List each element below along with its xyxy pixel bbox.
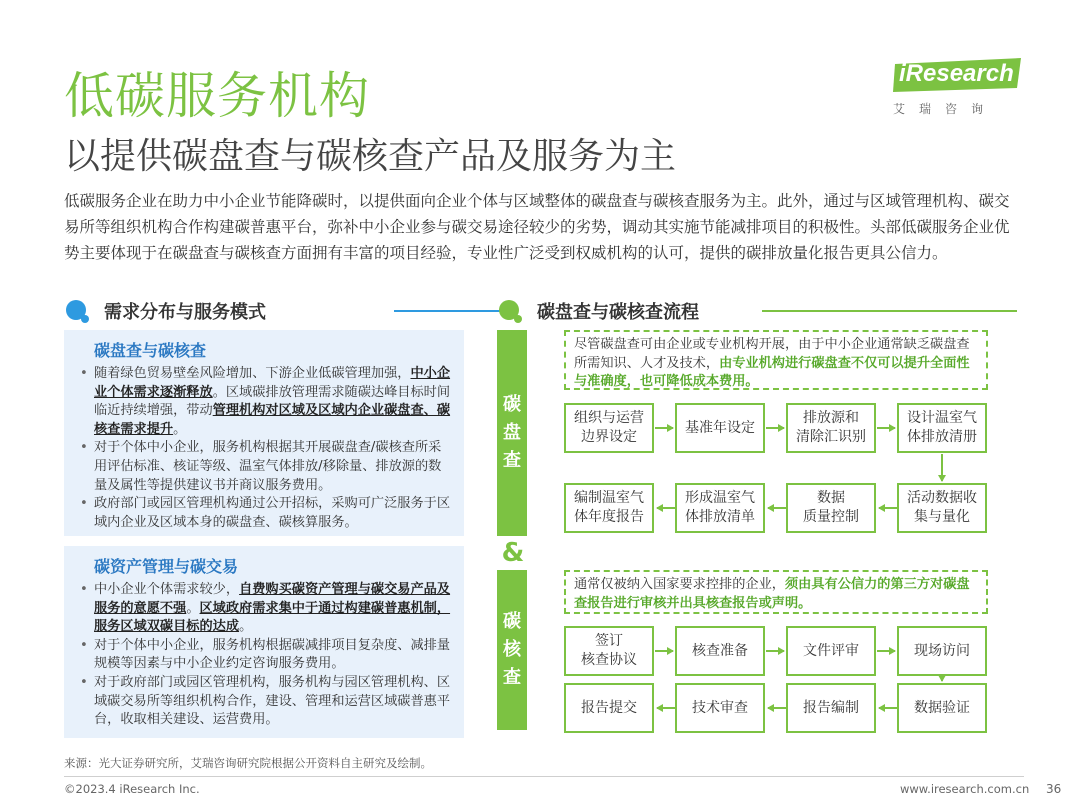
- step-label: 组织与运营: [574, 410, 644, 426]
- step-emission-list: [675, 483, 765, 533]
- bullet-text: 。: [186, 600, 200, 616]
- bullet-text: 。: [173, 421, 187, 437]
- step-report-compile: [786, 683, 876, 733]
- step-label: 体年度报告: [574, 509, 644, 525]
- list-item: • 对于政府部门或园区管理机构，服务机构与园区管理机构、区域碳交易所等组织机构合作，建设、管理和运营区域碳普惠平台，收取相关建设、运营费用。: [76, 674, 454, 730]
- step-label: 核查准备: [692, 642, 748, 659]
- step-label: 报告编制: [803, 699, 859, 716]
- page-title: 低碳服务机构: [64, 67, 370, 125]
- panel-title-carbon-asset: 碳资产管理与碳交易: [94, 557, 239, 576]
- step-verify-prepare: [675, 626, 765, 676]
- list-item: • 对于个体中小企业，服务机构根据碳减排项目复杂度、减排量规模等因素与中小企业约定咨询服务费用。: [76, 637, 454, 674]
- footer-divider: [64, 776, 1024, 777]
- step-label: 基准年设定: [685, 419, 755, 436]
- bullet-highlight: 中小企业个体需求逐渐释放: [94, 366, 451, 400]
- note-text: 尽管碳盘查可由企业或专业机构开展，由于中小企业通常缺乏碳盘查所需知识、人才及技术，: [574, 337, 970, 371]
- section-header-demand: [64, 296, 464, 324]
- step-technical-review: [675, 683, 765, 733]
- step-label: 活动数据收: [907, 490, 977, 506]
- iresearch-logo: [893, 56, 1023, 120]
- side-bar-carbon-verify: [497, 570, 527, 730]
- step-activity-data: [897, 483, 987, 533]
- step-label: 数据: [817, 490, 845, 506]
- step-label: 文件评审: [803, 642, 859, 659]
- section-line-blue: [394, 310, 504, 312]
- blue-circle-icon: [64, 298, 90, 324]
- bullet-highlight: 区域政府需求集中于通过构建碳普惠机制，服务区域双碳目标的达成: [94, 600, 451, 635]
- section-title-demand: 需求分布与服务模式: [104, 302, 266, 323]
- side-bar-char: 查: [503, 667, 521, 688]
- step-sign-agreement: [564, 626, 654, 676]
- side-bar-carbon-audit: [497, 330, 527, 536]
- step-label: 报告提交: [581, 699, 637, 716]
- logo-text: iResearch: [899, 60, 1014, 87]
- page-number: 36: [1046, 782, 1062, 796]
- step-design-inventory: [897, 403, 987, 453]
- note-highlight: 须由具有公信力的第三方对碳盘查报告进行审核并出具核查报告或声明。: [574, 577, 970, 611]
- logo-subtext: 艾瑞咨询: [893, 102, 998, 116]
- list-item: [76, 365, 454, 439]
- panel-carbon-asset: [64, 546, 464, 738]
- step-label: 形成温室气: [685, 490, 755, 506]
- step-label: 设计温室气: [907, 410, 977, 426]
- step-label: 清除汇识别: [796, 429, 866, 445]
- step-label: 核查协议: [581, 652, 637, 668]
- side-bar-char: 盘: [503, 422, 521, 443]
- step-report-submit: [564, 683, 654, 733]
- list-item: • 对于个体中小企业，服务机构根据其开展碳盘查/碳核查所采用评估标准、核证等级、温室气体排放/移除量、排放源的数量及属性等提供建议书并商议服务费用。: [76, 439, 454, 495]
- bullet-text: 随着绿色贸易壁垒风险增加、下游企业低碳管理加强，: [94, 366, 411, 381]
- bullet-highlight: 自费购买碳资产管理与碳交易产品及服务的意愿不强: [94, 582, 451, 616]
- side-bar-char: 碳: [503, 611, 521, 632]
- bullet-highlight: 管理机构对区域及区域内企业碳盘查、碳核查需求提升: [94, 403, 451, 437]
- note-carbon-verify: [564, 570, 988, 614]
- note-text: 通常仅被纳入国家要求控排的企业，: [574, 577, 785, 592]
- side-bar-char: 碳: [503, 394, 521, 415]
- step-label: 集与量化: [914, 509, 970, 525]
- side-bar-char: 查: [503, 450, 521, 471]
- bullet-text: 。区域碳排放管理需求随碳达峰目标时间临近持续增强，带动: [94, 384, 451, 419]
- footer-copyright: ©2023.4 iResearch Inc.: [64, 782, 200, 796]
- source-note: 来源：光大证券研究所，艾瑞咨询研究院根据公开资料自主研究及绘制。: [64, 756, 432, 770]
- list-item: • 政府部门或园区管理机构通过公开招标，采购可广泛服务于区域内企业及区域本身的碳盘查、碳核算服务。: [76, 495, 454, 532]
- bullet-list: [76, 581, 454, 730]
- note-carbon-audit: [564, 330, 988, 390]
- intro-paragraph: 低碳服务企业在助力中小企业节能降碳时，以提供面向企业个体与区域整体的碳盘查与碳核查服务为主。此外，通过与区域管理机构、碳交易所等组织机构合作构建碳普惠平台，弥补中小企业参与碳交易途径较少的劣势，调动其实施节能减排项目的积极性。头部低碳服务企业优势主要体现于在碳盘查与碳核查方面拥有丰富的项目经验，专业性广泛受到权威机构的认可，提供的碳排放量化报告更具公信力。: [64, 192, 1010, 262]
- list-item: [76, 581, 454, 637]
- panel-carbon-audit: [64, 330, 464, 536]
- bullet-text: 。: [239, 619, 253, 635]
- ampersand: &: [501, 538, 525, 568]
- step-quality-control: [786, 483, 876, 533]
- section-header-process: [497, 296, 1024, 324]
- step-source-identification: [786, 403, 876, 453]
- step-label: 体排放清册: [907, 429, 977, 445]
- step-label: 签订: [595, 633, 623, 649]
- panel-title-carbon-audit: 碳盘查与碳核查: [94, 341, 207, 360]
- note-highlight: 由专业机构进行碳盘查不仅可以提升全面性与准确度，也可降低成本费用。: [574, 355, 970, 390]
- bullet-list: [76, 365, 454, 532]
- step-annual-report: [564, 483, 654, 533]
- section-line-green: [762, 310, 1017, 312]
- step-label: 体排放清单: [685, 509, 755, 525]
- step-label: 现场访问: [914, 642, 970, 659]
- side-bar-char: 核: [503, 639, 521, 660]
- step-document-review: [786, 626, 876, 676]
- step-label: 排放源和: [803, 410, 859, 426]
- step-site-visit: [897, 626, 987, 676]
- step-label: 边界设定: [581, 429, 637, 445]
- section-title-process: 碳盘查与碳核查流程: [537, 302, 699, 323]
- step-boundary-setting: [564, 403, 654, 453]
- green-circle-icon: [497, 298, 523, 324]
- footer-website[interactable]: www.iresearch.com.cn: [900, 782, 1030, 796]
- step-label: 质量控制: [803, 509, 859, 525]
- step-label: 编制温室气: [574, 490, 644, 506]
- step-data-validation: [897, 683, 987, 733]
- bullet-text: 中小企业个体需求较少，: [94, 582, 240, 597]
- page-subtitle: 以提供碳盘查与碳核查产品及服务为主: [64, 136, 677, 177]
- step-label: 技术审查: [692, 699, 748, 716]
- step-label: 数据验证: [914, 699, 970, 716]
- step-base-year: [675, 403, 765, 453]
